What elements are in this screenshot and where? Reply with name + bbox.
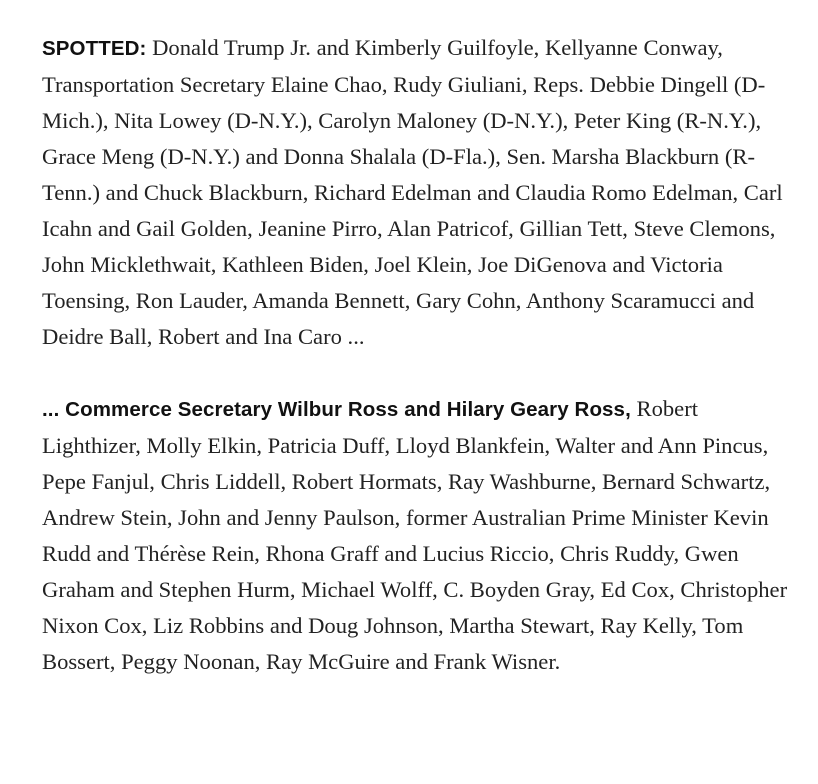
spotted-paragraph-2 — [42, 391, 802, 680]
paragraph-lead-bold: ... Commerce Secretary Wilbur Ross and Hilary Geary Ross, — [42, 398, 631, 421]
spotted-paragraph-1 — [42, 30, 802, 355]
paragraph-text: Robert Lighthizer, Molly Elkin, Patricia Duff, Lloyd Blankfein, Walter and Ann Pincus, Pepe Fanjul, Chris Liddell, Robert Hormats, Ray Washburne, Bernard Schwartz, Andrew Stein, John and Jenny Paulson, former Australian Prime Minister Kevin Rudd and Thérèse Rein, Rhona Graff and Lucius Riccio, Chris Ruddy, Gwen Graham and Stephen Hurm, Michael Wolff, C. Boyden Gray, Ed Cox, Christopher Nixon Cox, Liz Robbins and Doug Johnson, Martha Stewart, Ray Kelly, Tom Bossert, Peggy Noonan, Ray McGuire and Frank Wisner. — [42, 396, 788, 674]
paragraph-text: Donald Trump Jr. and Kimberly Guilfoyle, Kellyanne Conway, Transportation Secretary Elaine Chao, Rudy Giuliani, Reps. Debbie Dingell (D-Mich.), Nita Lowey (D-N.Y.), Carolyn Maloney (D-N.Y.), Peter King (R-N.Y.), Grace Meng (D-N.Y.) and Donna Shalala (D-Fla.), Sen. Marsha Blackburn (R-Tenn.) and Chuck Blackburn, Richard Edelman and Claudia Romo Edelman, Carl Icahn and Gail Golden, Jeanine Pirro, Alan Patricof, Gillian Tett, Steve Clemons, John Micklethwait, Kathleen Biden, Joel Klein, Joe DiGenova and Victoria Toensing, Ron Lauder, Amanda Bennett, Gary Cohn, Anthony Scaramucci and Deidre Ball, Robert and Ina Caro ... — [42, 35, 783, 349]
article-body — [42, 30, 802, 680]
paragraph-lead-bold: SPOTTED: — [42, 37, 147, 60]
